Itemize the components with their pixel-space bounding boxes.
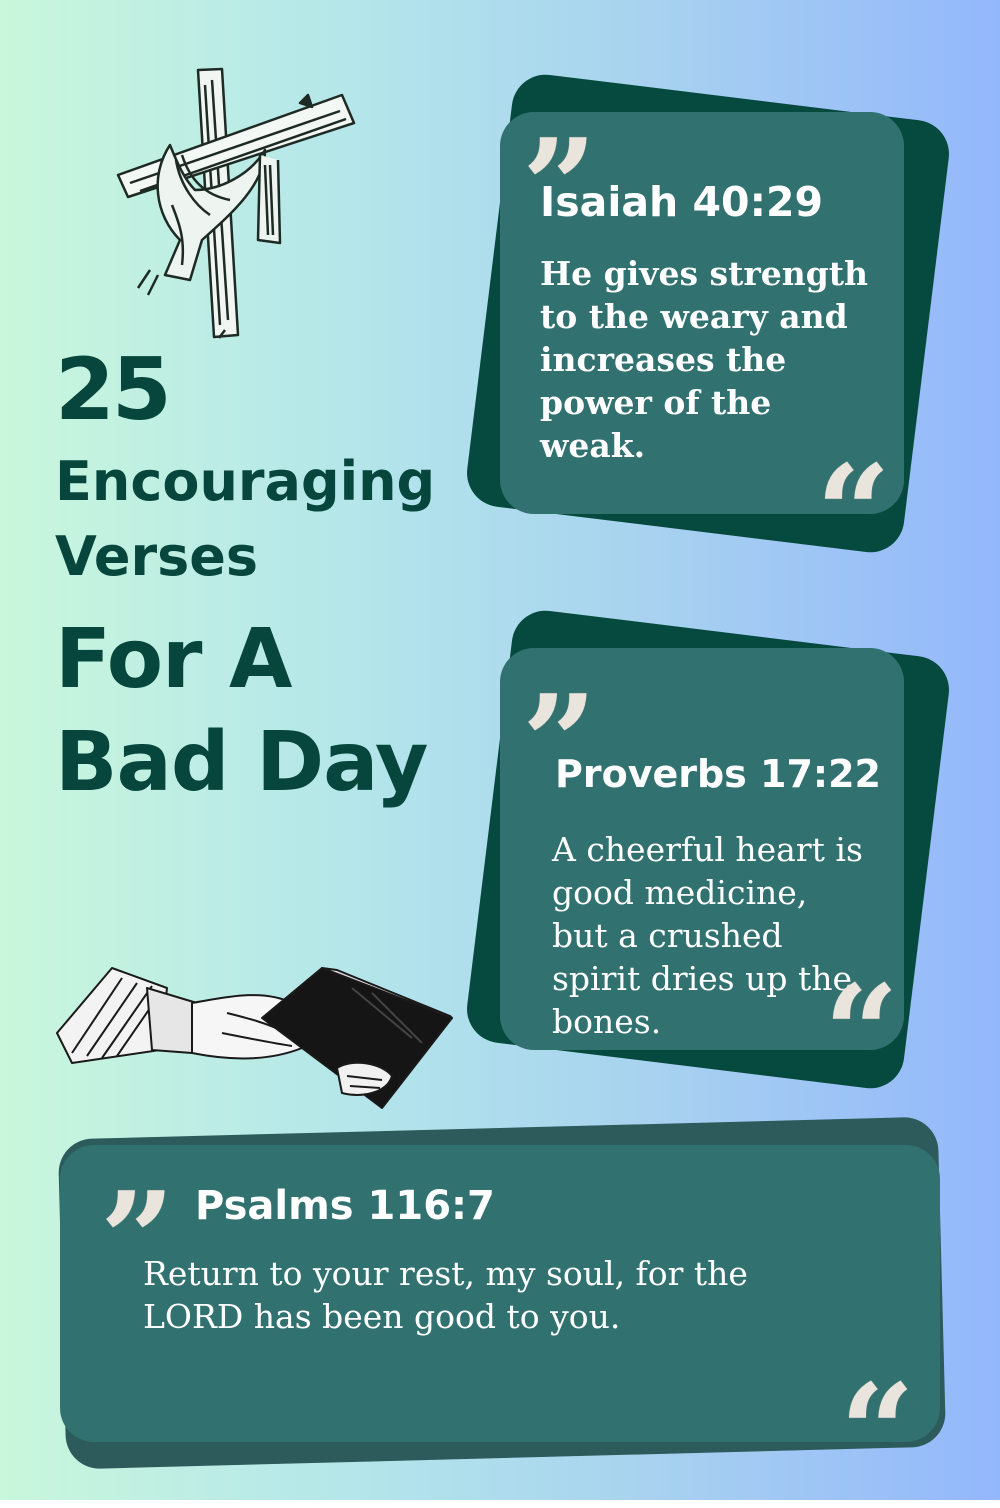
title-line-verses: Verses (55, 525, 259, 588)
verse-text: Return to your rest, my soul, for the LORD has been good to you. (143, 1254, 748, 1336)
verse-card-psalms (60, 1145, 940, 1508)
verse-text: A cheerful heart is good medicine, but a crushed spirit dries up the bones. (552, 830, 863, 1041)
cross-with-shroud-icon (110, 65, 360, 340)
close-quote-icon: “ (824, 956, 889, 1109)
verse-card-isaiah (500, 110, 904, 589)
open-quote-icon: ” (100, 1163, 165, 1316)
title-line-for-a: For A (55, 612, 292, 707)
verse-reference: Psalms 116:7 (195, 1183, 495, 1229)
open-quote-icon: ” (522, 110, 587, 263)
close-quote-icon: “ (816, 436, 881, 589)
close-quote-icon: “ (840, 1355, 905, 1508)
verse-reference: Proverbs 17:22 (555, 752, 881, 796)
title-line-encouraging: Encouraging (55, 450, 436, 513)
verse-text: He gives strength to the weary and increases the power of the weak. (540, 254, 869, 465)
hand-holding-bible-icon (52, 958, 457, 1118)
title-number: 25 (55, 340, 169, 440)
verse-card-proverbs (500, 648, 904, 1109)
open-quote-icon: ” (522, 666, 587, 819)
title-line-bad-day: Bad Day (55, 715, 428, 810)
verse-reference: Isaiah 40:29 (540, 178, 824, 226)
